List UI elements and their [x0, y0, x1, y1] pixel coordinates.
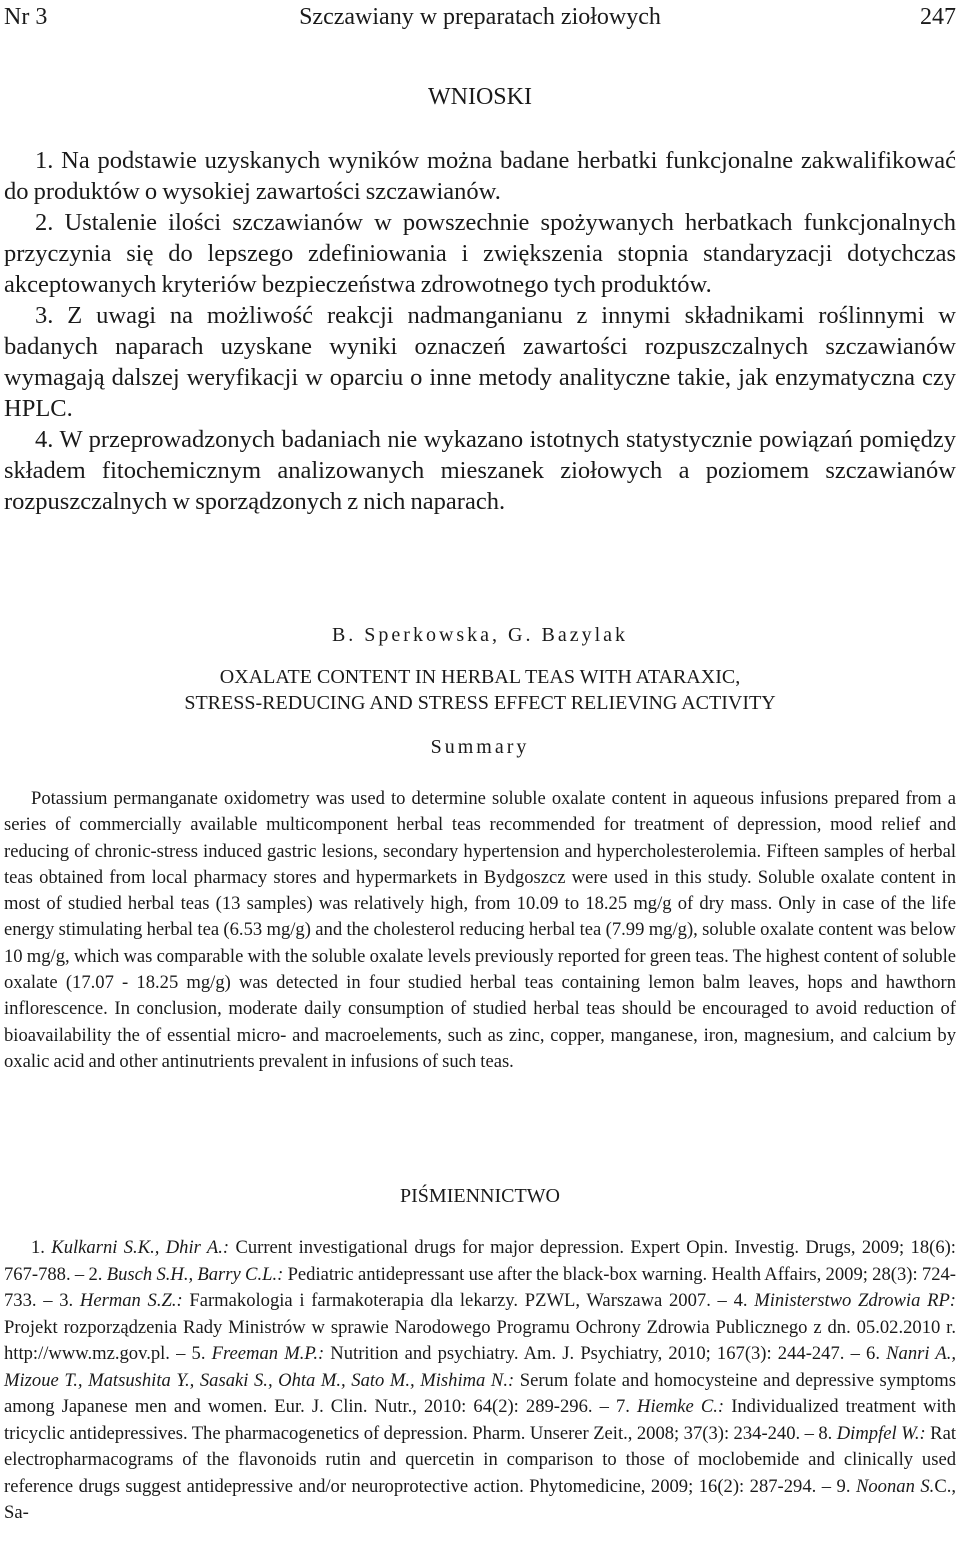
reference-authors: Herman S.Z.:	[79, 1290, 183, 1311]
reference-authors: Busch S.H., Barry C.L.:	[106, 1263, 284, 1285]
reference-number: 6.	[866, 1343, 887, 1364]
reference-number: 9.	[836, 1475, 856, 1497]
reference-authors: Nanri A., Mizoue T., Matsushita Y., Sasaki S., Ohta M., Sato M., Mishima N.:	[4, 1343, 956, 1391]
reference-number: 2.	[88, 1263, 107, 1285]
reference-authors: Dimpfel W.:	[836, 1422, 926, 1444]
reference-number: 8.	[818, 1422, 837, 1444]
running-title: Szczawiany w preparatach ziołowych	[299, 4, 661, 30]
reference-authors: Hiemke C.:	[637, 1396, 725, 1417]
summary-paragraph: Potassium permanganate oxidometry was used to determine soluble oxalate content in aqueous infusions prepared from a series of commercially available multicomponent herbal teas recommended for treatment of depression, mood relief and reducing of chronic-stress induced gastric lesions, secondary hypertension and hypercholesterolemia. Fifteen samples of herbal teas obtained from local pharmacy stores and hypermarkets in Bydgoszcz were used in this study. Soluble oxalate content in most of studied herbal teas (13 samples) was relatively high, from 10.09 to 18.25 mg/g of dry mass. Only in case of the life energy stimulating herbal tea (6.53 mg/g) and the cholesterol reducing herbal tea (7.99 mg/g), soluble oxalate content was below 10 mg/g, which was comparable with the soluble oxalate levels previously reported for green teas. The highest content of soluble oxalate (17.07 - 18.25 mg/g) was detected in four studied herbal teas containing lemon balm leaves, hops and hawthorn inflorescence. In conclusion, moderate daily consumption of studied herbal teas should be encouraged to avoid reduction of bioavailability the of essential micro- and macroelements, such as zinc, copper, manganese, iron, magnesium, and calcium by oxalic acid and other antinutrients prevalent in infusions of such teas.	[4, 788, 956, 1072]
conclusion-item: 1. Na podstawie uzyskanych wyników można badane herbatki funkcjonalne zakwalifikować do produktów o wysokiej zawartości szczawianów.	[4, 147, 956, 205]
conclusions-list	[4, 145, 956, 517]
running-header	[4, 2, 956, 32]
summary-authors: B. Sperkowska, G. Bazylak	[331, 624, 629, 646]
reference-details: Individualized treatment with tricyclic antidepressives. The pharmacogenetics of depression. Pharm. Unserer Zeit., 2008; 37(3): 234-240. –	[4, 1396, 957, 1444]
reference-details: Rat electropharmacograms of the flavonoids rutin and quercetin in comparison to those of moclobemide and clinically used reference drugs suggest antidepressive and/or neuroprotective action. Phytomedicine, 2009; 16(2): 287-294. –	[4, 1422, 956, 1497]
reference-authors: Kulkarni S.K., Dhir A.:	[51, 1237, 230, 1258]
reference-details: C., Sa-	[4, 1475, 957, 1523]
reference-number: 4.	[733, 1290, 755, 1311]
reference-number: 3.	[59, 1290, 80, 1311]
reference-details: Pediatric antidepressant use after the black-box warning. Health Affairs, 2009; 28(3): 724-733. –	[4, 1263, 956, 1311]
reference-authors: Noonan S.	[855, 1475, 935, 1497]
summary-title-line: OXALATE CONTENT IN HERBAL TEAS WITH ATARAXIC,	[219, 666, 741, 688]
page-number: 247	[920, 4, 956, 30]
reference-number: 5.	[191, 1343, 212, 1364]
reference-details: Current investigational drugs for major depression. Expert Opin. Investig. Drugs, 2009; 18(6): 767-788. –	[4, 1237, 956, 1285]
conclusion-item: 4. W przeprowadzonych badaniach nie wykazano istotnych statystycznie powiązań pomiędzy składem fitochemicznym analizowanych mieszanek ziołowych a poziomem szczawianów rozpuszczalnych w sporządzonych z nich naparach.	[4, 426, 956, 515]
conclusion-item: 3. Z uwagi na możliwość reakcji nadmanganianu z innymi składnikami roślinnymi w badanych naparach uzyskane wyniki oznaczeń zawartości rozpuszczalnych szczawianów wymagają dalszej weryfikacji w oparciu o inne metody analityczne takie, jak enzymatyczna czy HPLC.	[4, 302, 956, 422]
issue-number: Nr 3	[4, 4, 48, 30]
references-paragraph	[4, 1235, 956, 1527]
summary-heading: Summary	[430, 736, 530, 758]
reference-details: Farmakologia i farmakoterapia dla lekarzy. PZWL, Warszawa 2007. –	[182, 1290, 734, 1311]
reference-details: Serum folate and homocysteine and depressive symptoms among Japanese men and women. Eur. J. Clin. Nutr., 2010: 64(2): 289-296. –	[4, 1369, 956, 1417]
summary-body	[4, 786, 956, 1075]
reference-details: Nutrition and psychiatry. Am. J. Psychiatry, 2010; 167(3): 244-247. –	[324, 1343, 867, 1364]
reference-number: 1.	[31, 1237, 52, 1258]
reference-authors: Ministerstwo Zdrowia RP:	[754, 1290, 956, 1311]
references-list	[4, 1235, 956, 1527]
summary-title-line: STRESS-REDUCING AND STRESS EFFECT RELIEVING ACTIVITY	[184, 692, 776, 714]
conclusion-item: 2. Ustalenie ilości szczawianów w powszechnie spożywanych herbatkach funkcjonalnych przyczynia się do lepszego zdefiniowania i zwiększenia stopnia standaryzacji dotychczas akceptowanych kryteriów bezpieczeństwa zdrowotnego tych produktów.	[4, 209, 956, 298]
reference-authors: Freeman M.P.:	[211, 1343, 325, 1364]
summary-title	[0, 664, 960, 716]
reference-details: Projekt rozporządzenia Rady Ministrów w sprawie Narodowego Programu Ochrony Zdrowia Publicznego z dn. 05.02.2010 r. http://www.mz.gov.pl. –	[4, 1316, 956, 1364]
references-heading: PIŚMIENNICTWO	[400, 1185, 560, 1207]
conclusions-heading: WNIOSKI	[428, 84, 532, 110]
reference-number: 7.	[615, 1396, 638, 1417]
